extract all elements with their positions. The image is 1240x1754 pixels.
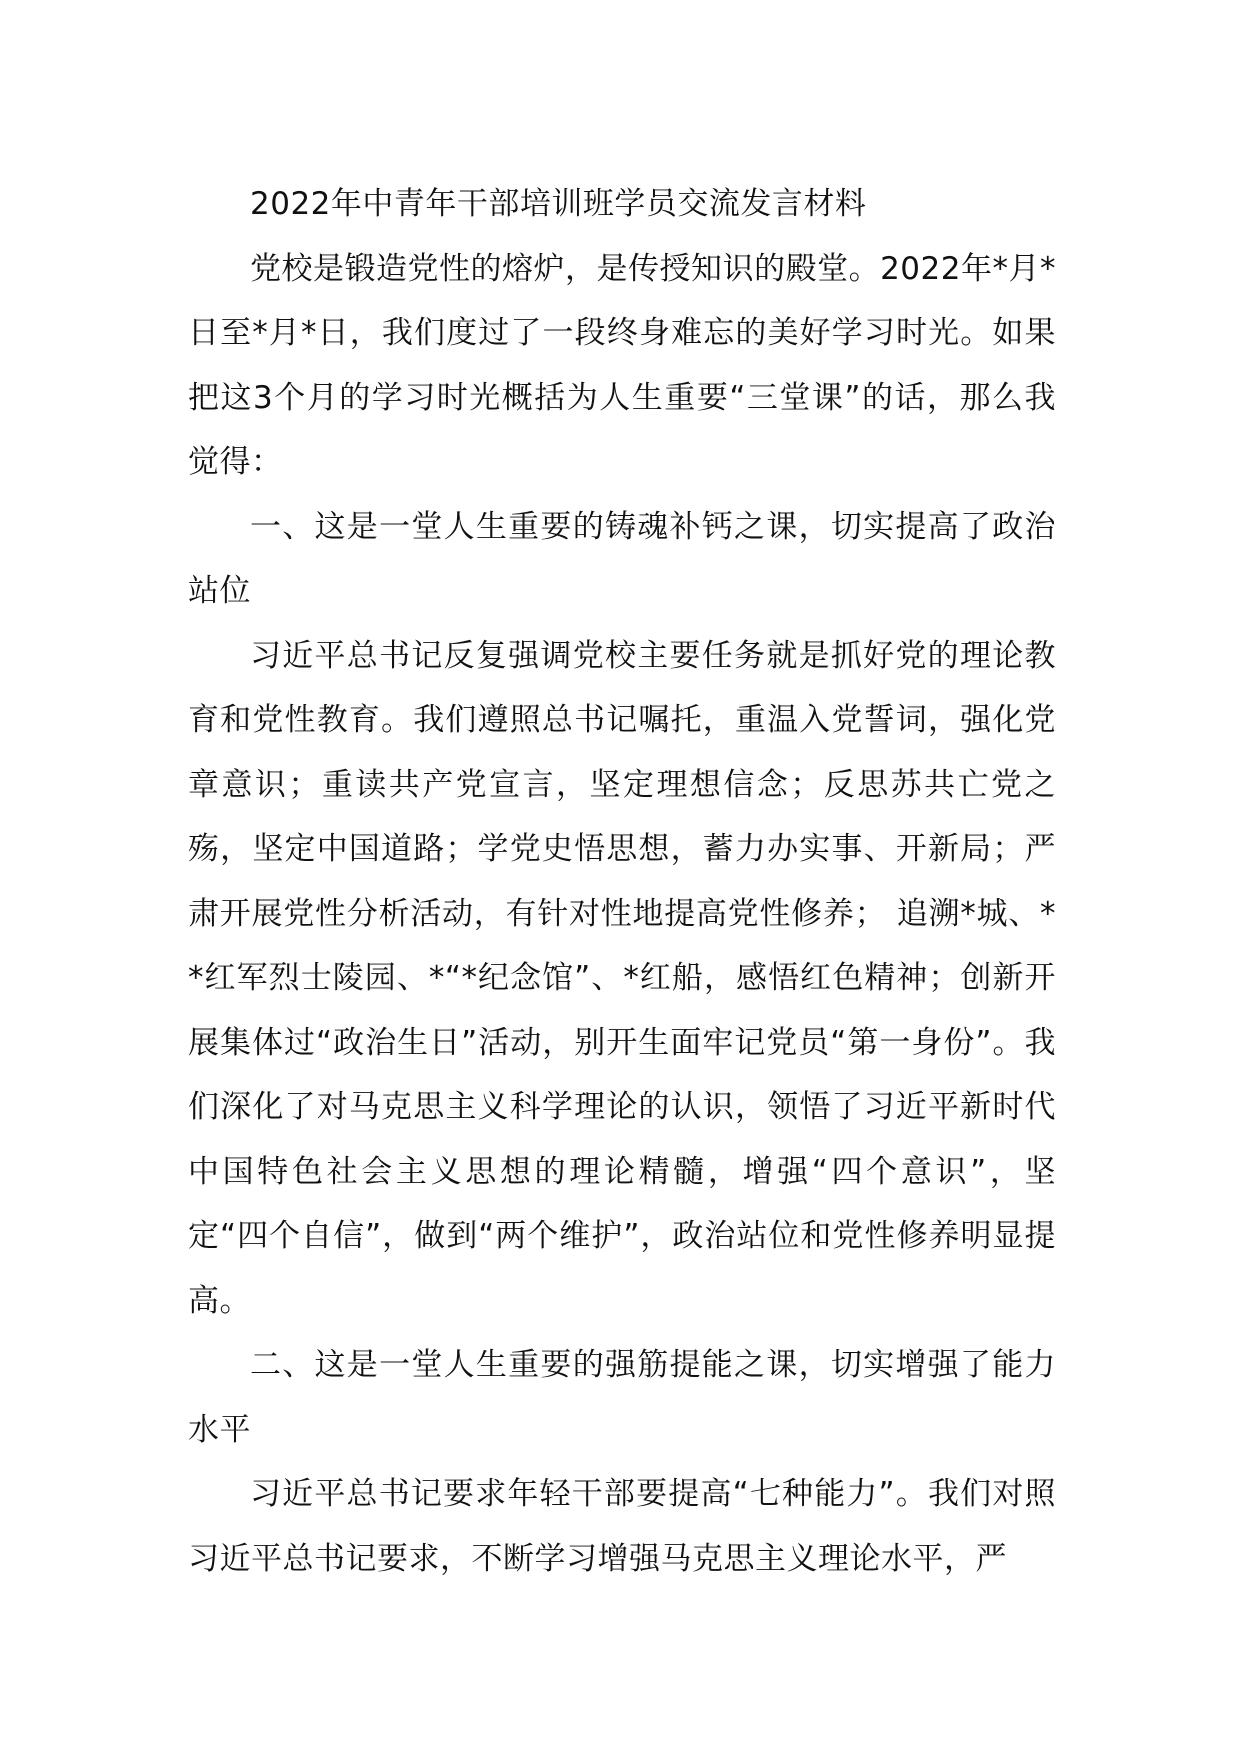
section-heading-1: 一、这是一堂人生重要的铸魂补钙之课，切实提高了政治站位: [188, 508, 1056, 609]
paragraph-section-1: 习近平总书记反复强调党校主要任务就是抓好党的理论教育和党性教育。我们遵照总书记嘱托，重温入党誓词，强化党章意识；重读共产党宣言，坚定理想信念；反思苏共亡党之殇，坚定中国道路；学党史悟思想，蓄力办实事、开新局；严肃开展党性分析活动，有针对性地提高党性修养； 追溯*城、**红军烈士陵园、*“*纪念馆”、*红船，感悟红色精神；创新开展集体过“政治生日”活动，别开生面牢记党员“第一身份”。我们深化了对马克思主义科学理论的认识，领悟了习近平新时代中国特色社会主义思想的理论精髓，增强“四个意识”，坚定“四个自信”，做到“两个维护”，政治站位和党性修养明显提高。: [188, 637, 1056, 1319]
paragraph-intro: 党校是锻造党性的熔炉，是传授知识的殿堂。2022年*月*日至*月*日，我们度过了一段终身难忘的美好学习时光。如果把这3个月的学习时光概括为人生重要“三堂课”的话，那么我觉得：: [188, 250, 1056, 480]
paragraph-section-2: 习近平总书记要求年轻干部要提高“七种能力”。我们对照习近平总书记要求，不断学习增强马克思主义理论水平，严: [188, 1476, 1056, 1577]
document-title: 2022年中青年干部培训班学员交流发言材料: [250, 186, 867, 222]
section-heading-2: 二、这是一堂人生重要的强筋提能之课，切实增强了能力水平: [188, 1347, 1056, 1448]
document-body: [188, 172, 1056, 1591]
